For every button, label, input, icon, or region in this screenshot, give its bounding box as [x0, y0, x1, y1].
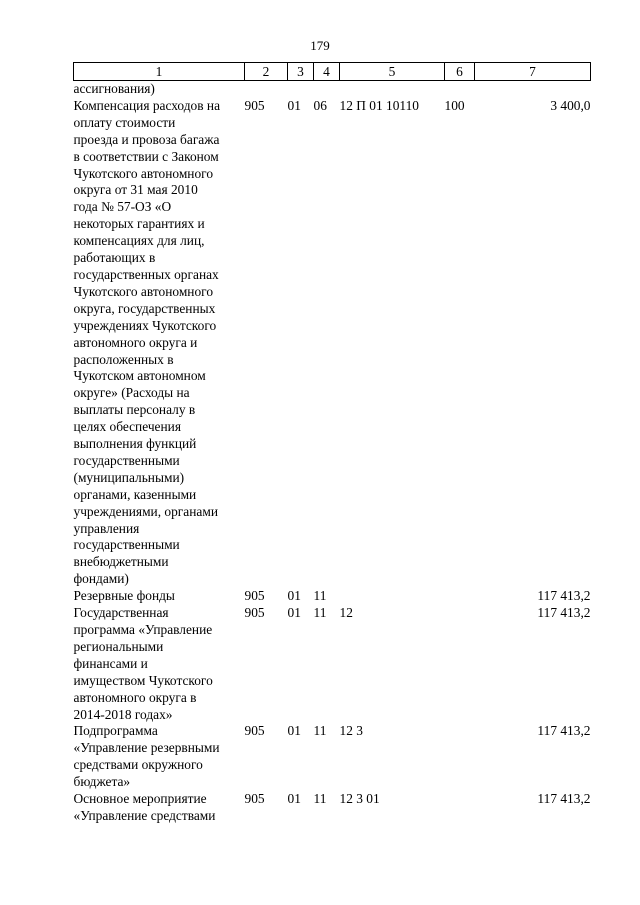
- row-name-line: Основное мероприятие: [73, 791, 207, 807]
- row-chapter-code: 905: [244, 588, 265, 604]
- column-header-5: 5: [340, 63, 445, 81]
- row-name-line: округа, государственных: [73, 300, 216, 316]
- row-name-line: бюджета»: [73, 774, 131, 790]
- row-name-line: оплату стоимости: [73, 114, 176, 130]
- row-target-article-code: [340, 81, 445, 98]
- row-name-line: Подпрограмма: [73, 723, 158, 739]
- row-name-line: целях обеспечения: [73, 419, 181, 435]
- table-row: [74, 791, 591, 825]
- row-name-line: «Управление резервными: [73, 740, 220, 756]
- row-subsection-code: 11: [313, 605, 327, 621]
- row-name-line: управления: [73, 520, 140, 536]
- row-expense-type-code: [445, 723, 475, 791]
- row-expense-type-code: [445, 588, 475, 605]
- row-subsection-code: 06: [313, 97, 327, 113]
- row-name-line: государственных органах: [73, 266, 219, 282]
- row-subsection-code: [314, 81, 340, 98]
- row-subsection-code: 11: [313, 588, 327, 604]
- row-name-line: государственными: [73, 452, 180, 468]
- row-name-line: округа от 31 мая 2010: [73, 182, 198, 198]
- row-name-line: Чукотского автономного: [73, 165, 214, 181]
- row-chapter-code: 905: [244, 723, 265, 739]
- column-header-6: 6: [445, 63, 475, 81]
- row-name-line: внебюджетными: [73, 554, 169, 570]
- row-name-line: расположенных в: [73, 351, 174, 367]
- table-row: [74, 723, 591, 791]
- row-target-article-code: 12: [339, 605, 353, 621]
- row-section-code: 01: [287, 605, 301, 621]
- row-name-line: некоторых гарантиях и: [73, 216, 205, 232]
- row-name-line: фондами): [73, 571, 129, 587]
- row-name-line: имуществом Чукотского: [73, 672, 213, 688]
- row-amount: 117 413,2: [537, 791, 591, 807]
- table-row: [74, 605, 591, 723]
- row-name-line: Государственная: [73, 605, 169, 621]
- row-section-code: [288, 81, 314, 98]
- row-name-line: финансами и: [73, 655, 148, 671]
- row-name-line: ассигнования): [73, 81, 155, 96]
- row-name-line: учреждениями, органами: [73, 503, 218, 519]
- row-name-line: 2014-2018 годах»: [73, 706, 173, 722]
- row-expense-type-code: [445, 81, 475, 98]
- table-header: [74, 63, 591, 81]
- row-name-line: Чукотском автономном: [73, 368, 206, 384]
- row-target-article-code: 12 3 01: [339, 791, 380, 807]
- row-chapter-code: 905: [244, 97, 265, 113]
- row-name-line: проезда и провоза багажа: [73, 131, 220, 147]
- row-target-article-code: 12 3: [339, 723, 363, 739]
- row-amount: 3 400,0: [550, 97, 591, 113]
- row-amount: 117 413,2: [537, 605, 591, 621]
- row-target-article-code: 12 П 01 10110: [339, 97, 419, 113]
- row-chapter-code: [245, 81, 288, 98]
- row-name: [74, 791, 245, 825]
- row-name-line: автономного округа и: [73, 334, 198, 350]
- table-body: [74, 81, 591, 825]
- row-name-line: Компенсация расходов на: [73, 97, 221, 113]
- row-section-code: 01: [287, 723, 301, 739]
- row-name-line: учреждениях Чукотского: [73, 317, 217, 333]
- table-row: [74, 98, 591, 588]
- row-name: [74, 81, 245, 98]
- row-name-line: Чукотского автономного: [73, 283, 214, 299]
- row-name-line: органами, казенными: [73, 486, 197, 502]
- column-header-2: 2: [245, 63, 288, 81]
- row-name-line: «Управление средствами: [73, 807, 216, 823]
- row-name: [74, 723, 245, 791]
- row-name-line: средствами окружного: [73, 757, 203, 773]
- column-header-4: 4: [314, 63, 340, 81]
- row-name-line: программа «Управление: [73, 622, 213, 637]
- row-name-line: (муниципальными): [73, 469, 185, 485]
- budget-table: [73, 62, 591, 825]
- row-section-code: 01: [287, 588, 301, 604]
- row-name-line: года № 57-ОЗ «О: [73, 199, 172, 215]
- row-expense-type-code: 100: [444, 97, 465, 113]
- column-header-1: 1: [74, 63, 245, 81]
- row-amount: 117 413,2: [537, 723, 591, 739]
- header-row: [74, 63, 591, 81]
- row-name: [74, 588, 245, 605]
- page-number: 179: [310, 38, 330, 53]
- row-name-line: региональными: [73, 638, 164, 654]
- row-name-line: автономного округа в: [73, 689, 197, 705]
- row-target-article-code: [340, 588, 445, 605]
- row-chapter-code: 905: [244, 791, 265, 807]
- row-subsection-code: 11: [313, 791, 327, 807]
- row-name: [74, 605, 245, 723]
- column-header-3: 3: [288, 63, 314, 81]
- row-expense-type-code: [445, 791, 475, 825]
- row-name-line: выплаты персоналу в: [73, 402, 196, 418]
- row-section-code: 01: [287, 97, 301, 113]
- table-row: [74, 588, 591, 605]
- row-name-line: выполнения функций: [73, 436, 197, 452]
- row-name-line: работающих в: [73, 250, 156, 266]
- row-amount: [475, 81, 591, 98]
- row-expense-type-code: [445, 605, 475, 723]
- row-chapter-code: 905: [244, 605, 265, 621]
- row-name: [74, 98, 245, 588]
- row-name-line: компенсациях для лиц,: [73, 233, 205, 249]
- row-section-code: 01: [287, 791, 301, 807]
- row-name-line: в соответствии с Законом: [73, 148, 219, 164]
- row-name-line: Резервные фонды: [73, 588, 175, 604]
- column-header-7: 7: [475, 63, 591, 81]
- row-subsection-code: 11: [313, 723, 327, 739]
- row-amount: 117 413,2: [537, 588, 591, 604]
- table-row: [74, 81, 591, 98]
- row-name-line: округе» (Расходы на: [73, 385, 190, 401]
- row-name-line: государственными: [73, 537, 180, 553]
